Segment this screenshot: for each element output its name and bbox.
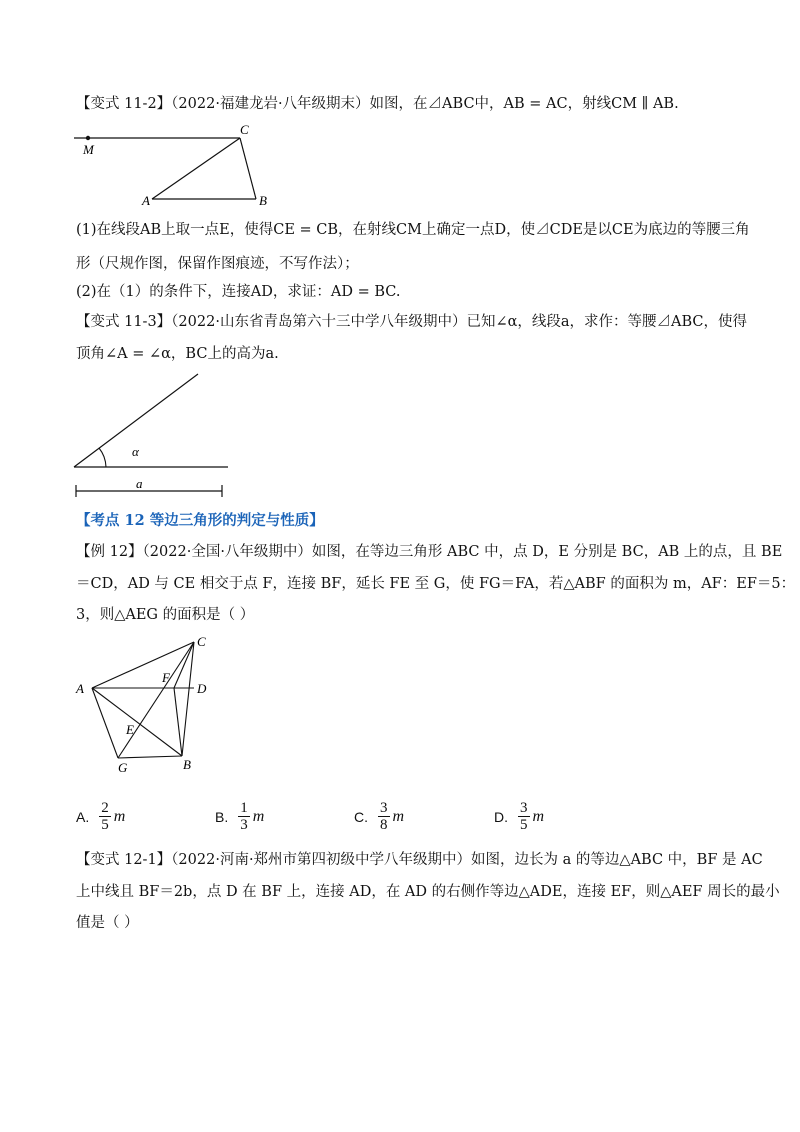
point-m-dot [86,136,90,140]
segment-ab [92,688,182,756]
label-c: C [197,634,206,649]
option-b-letter: B. [215,808,229,825]
option-c-fraction: $\frac{3}{8}$ [380,800,388,833]
label-alpha: α [132,444,139,459]
option-a[interactable] [76,800,125,833]
option-a-var: m [113,807,126,825]
option-b-var: m [252,807,265,825]
problem-11-3-line2: 顶角∠A = ∠α，BC上的高为a. [76,346,279,362]
label-b: B [183,757,191,772]
segment-ca [152,138,240,199]
label-a: A [76,681,84,696]
label-g: G [118,760,128,775]
problem-12-1-line1: 【变式 12-1】（2022·河南·郑州市第四初级中学八年级期中）如图，边长为 a 的等边△ABC 中，BF 是 AC [76,852,763,868]
option-d-letter: D. [494,808,508,825]
example-12-line3: 3，则△AEG 的面积是（ ） [76,607,255,623]
segment-gb [118,756,182,758]
figure-11-2 [70,122,280,212]
problem-11-2-part1-line1: (1)在线段AB上取一点E，使得CE = CB，在射线CM上确定一点D，使⊿CDE是以CE为底边的等腰三角 [76,222,750,238]
example-12-line2: ＝CD，AD 与 CE 相交于点 F，连接 BF，延长 FE 至 G，使 FG＝FA，若△ABF 的面积为 m，AF：EF＝5： [76,576,796,592]
problem-11-2-part2: (2)在（1）的条件下，连接AD，求证：AD = BC. [76,284,401,300]
problem-11-2-statement: 【变式 11-2】（2022·福建龙岩·八年级期末）如图，在⊿ABC中，AB = AC，射线CM ∥ AB. [76,96,679,112]
label-b: B [259,193,267,208]
option-c-letter: C. [354,808,368,825]
problem-11-3-line1: 【变式 11-3】（2022·山东省青岛第六十三中学八年级期中）已知∠α，线段a，求作：等腰⊿ABC，使得 [76,314,748,330]
problem-12-1-line3: 值是（ ） [76,915,139,931]
segment-cb [182,642,194,756]
label-m: M [83,142,94,157]
problem-11-2-part1-line2: 形（尺规作图，保留作图痕迹，不写作法）； [76,256,359,272]
section-heading-12: 【考点 12 等边三角形的判定与性质】 [76,512,324,529]
label-c: C [240,122,249,137]
option-b-fraction: $\frac{1}{3}$ [240,800,248,833]
option-d[interactable] [494,800,544,833]
problem-12-1-line2: 上中线且 BF＝2b，点 D 在 BF 上，连接 AD，在 AD 的右侧作等边△ADE，连接 EF，则△AEF 周长的最小 [76,884,780,900]
figure-12 [70,630,220,775]
label-a-length: a [136,476,143,491]
option-a-letter: A. [76,808,90,825]
option-a-fraction: $\frac{2}{5}$ [101,800,109,833]
option-d-fraction: $\frac{3}{5}$ [520,800,528,833]
option-c-var: m [392,807,405,825]
label-d: D [197,681,207,696]
segment-fb [174,688,182,756]
option-b[interactable] [215,800,264,833]
segment-cb [240,138,256,199]
figure-11-3 [70,372,240,497]
angle-arc [99,448,106,467]
option-c[interactable] [354,800,404,833]
segment-cf [174,642,194,688]
example-12-line1: 【例 12】（2022·全国·八年级期中）如图，在等边三角形 ABC 中，点 D，E 分别是 BC，AB 上的点，且 BE [76,544,783,560]
label-e: E [126,722,134,737]
label-a: A [142,193,150,208]
label-f: F [162,670,170,685]
option-d-var: m [532,807,545,825]
